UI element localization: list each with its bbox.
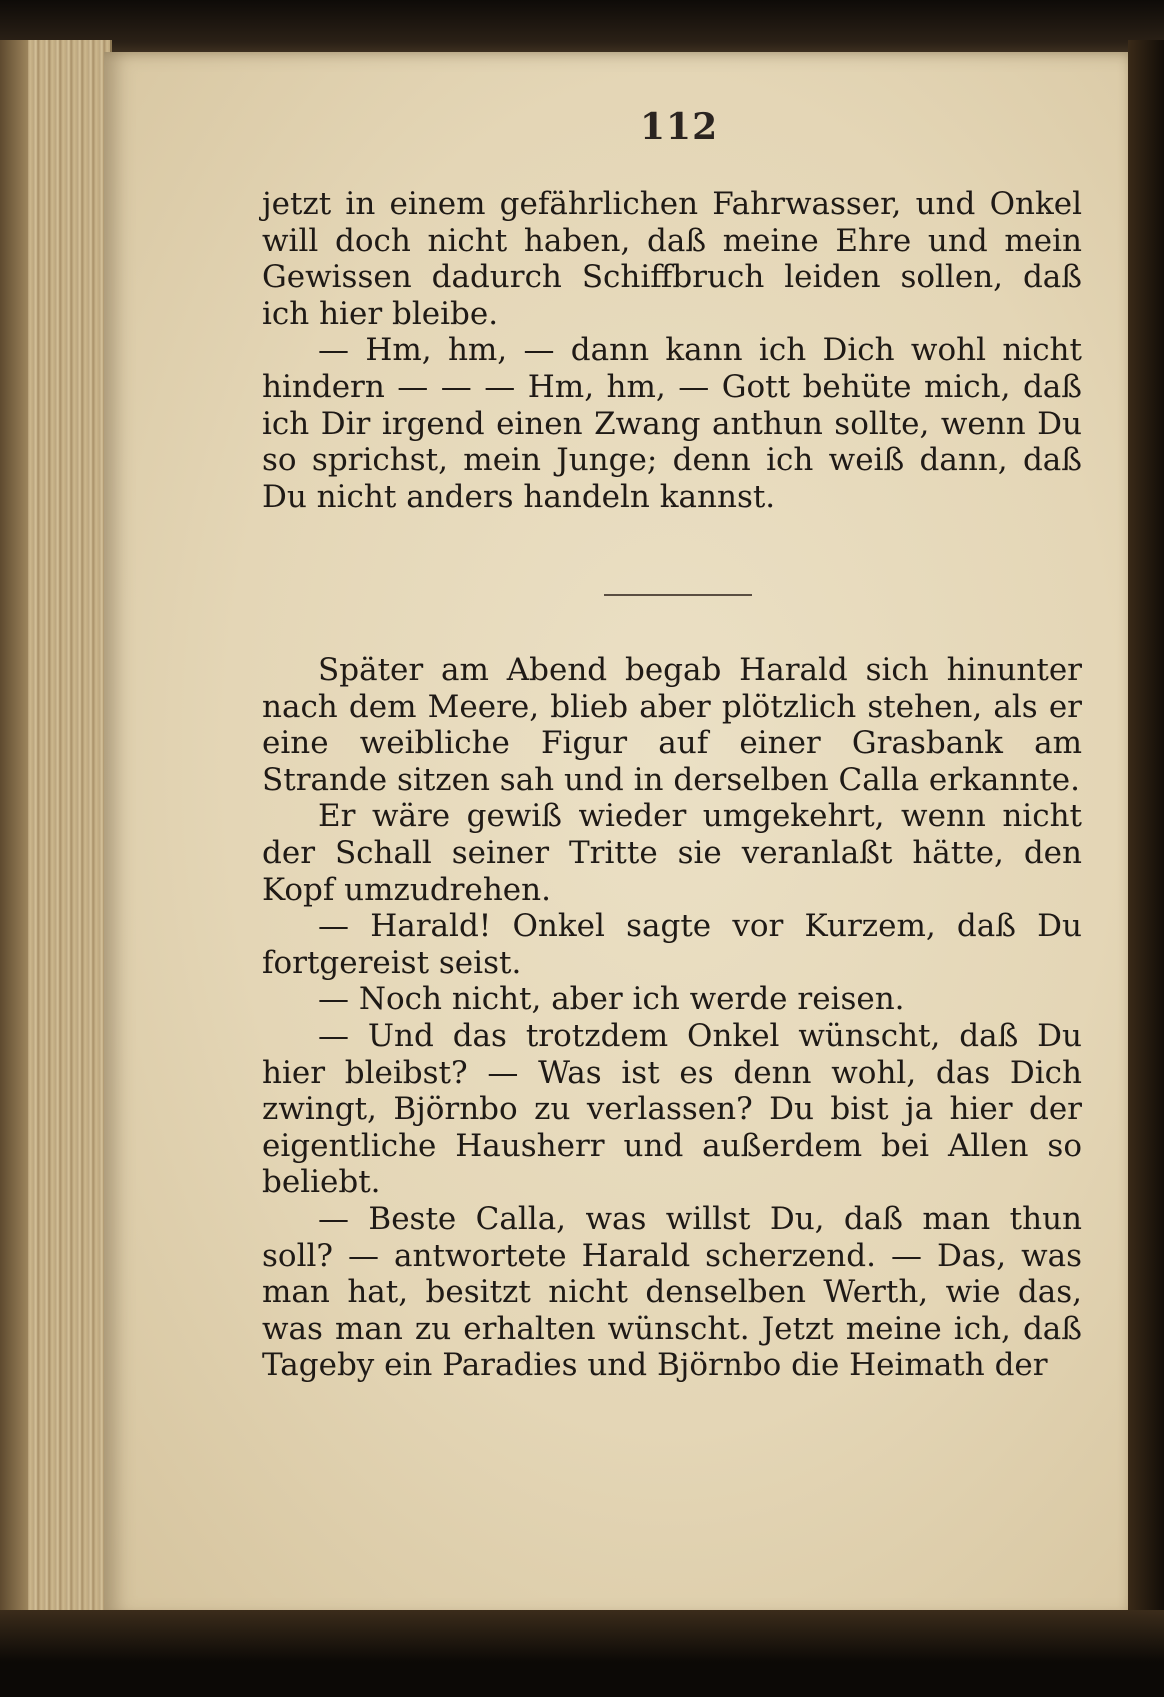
book-bottom-edge — [0, 1610, 1164, 1697]
book-top-edge — [0, 0, 1164, 60]
text-block-1 — [262, 186, 1082, 515]
paragraph: Später am Abend begab Harald sich hinunter nach dem Meere, blieb aber plötzlich stehen, als er eine weibliche Figur auf einer Grasbank am Strande sitzen sah und in derselben Calla erkannte. — [262, 652, 1082, 798]
page-stack-edge — [0, 40, 112, 1610]
book-cover-edge — [1128, 40, 1164, 1640]
paragraph: — Noch nicht, aber ich werde reisen. — [318, 981, 905, 1018]
page-number: 112 — [640, 106, 719, 148]
paragraph: — Hm, hm, — dann kann ich Dich wohl nicht hindern — — — Hm, hm, — Gott behüte mich, daß ich Dir irgend einen Zwang anthun sollte, wenn Du so sprichst, mein Junge; denn ich weiß dann, daß Du nicht anders handeln kannst. — [262, 332, 1082, 515]
paragraph: Er wäre gewiß wieder umgekehrt, wenn nicht der Schall seiner Tritte sie veranlaßt hätte, den Kopf umzudrehen. — [262, 798, 1082, 908]
paragraph: — Beste Calla, was willst Du, daß man thun soll? — antwortete Harald scherzend. — Das, was man hat, besitzt nicht denselben Werth, wie das, was man zu erhalten wünscht. Jetzt meine ich, daß Tageby ein Paradies und Björnbo die Heimath der — [262, 1200, 1082, 1384]
paragraph: jetzt in einem gefährlichen Fahrwasser, und Onkel will doch nicht haben, daß meine Ehre und mein Gewissen dadurch Schiffbruch leiden sollen, daß ich hier bleibe. — [262, 186, 1082, 332]
text-block-2 — [262, 652, 1082, 1384]
section-divider — [604, 594, 752, 596]
paragraph: — Und das trotzdem Onkel wünscht, daß Du hier bleibst? — Was ist es denn wohl, das Dich zwingt, Björnbo zu verlassen? Du bist ja hier der eigentliche Hausherr und außerdem bei Allen so beliebt. — [262, 1017, 1082, 1201]
paragraph: — Harald! Onkel sagte vor Kurzem, daß Du fortgereist seist. — [262, 908, 1082, 981]
